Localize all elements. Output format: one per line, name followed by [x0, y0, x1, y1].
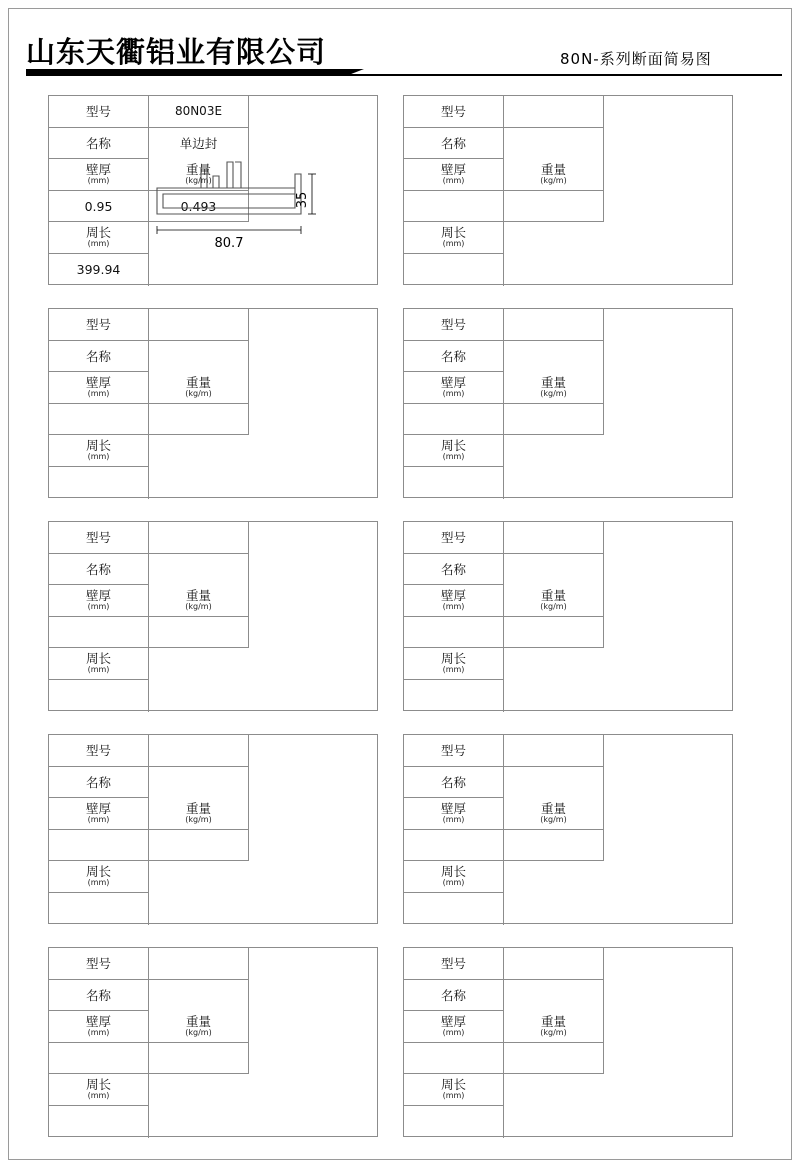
spec-value-perimeter [49, 893, 149, 925]
thickness-unit-text: (mm) [442, 602, 465, 612]
perimeter-label-text: 周长 [85, 225, 111, 241]
spec-table [49, 309, 212, 497]
spec-value-thickness [404, 1043, 504, 1075]
profile-card [48, 521, 378, 711]
thickness-unit-text: (mm) [442, 815, 465, 825]
spec-label-perimeter [49, 861, 149, 893]
perimeter-label-text: 周长 [440, 864, 466, 880]
thickness-label-text: 壁厚 [440, 162, 466, 178]
thickness-unit-text: (mm) [442, 1028, 465, 1038]
weight-unit-text: (kg/m) [540, 389, 567, 399]
weight-label-text: 重量 [540, 162, 566, 178]
profile-card [403, 308, 733, 498]
profile-card-grid [48, 95, 760, 1160]
profile-drawing [504, 735, 732, 923]
card-row [48, 734, 760, 947]
spec-table [49, 948, 212, 1136]
header-rule-thin [346, 74, 782, 76]
profile-drawing [504, 948, 732, 1136]
spec-label-model: 型号 [404, 96, 504, 128]
thickness-label-text: 壁厚 [440, 375, 466, 391]
perimeter-unit-text: (mm) [442, 452, 465, 462]
spec-label-perimeter [49, 222, 149, 254]
card-row [48, 308, 760, 521]
spec-label-name: 名称 [49, 341, 149, 373]
thickness-label-text: 壁厚 [440, 588, 466, 604]
perimeter-label-text: 周长 [85, 864, 111, 880]
perimeter-label-text: 周长 [440, 438, 466, 454]
spec-value-name: 单边封 [149, 128, 249, 160]
spec-value-perimeter [49, 1106, 149, 1138]
spec-label-model: 型号 [404, 735, 504, 767]
spec-table [404, 309, 567, 497]
profile-drawing [149, 309, 377, 497]
spec-value-perimeter [49, 467, 149, 499]
spec-value-thickness [404, 191, 504, 223]
spec-label-name: 名称 [49, 767, 149, 799]
weight-label-text: 重量 [540, 375, 566, 391]
spec-label-model: 型号 [49, 735, 149, 767]
spec-label-name: 名称 [404, 554, 504, 586]
perimeter-label-text: 周长 [85, 651, 111, 667]
perimeter-unit-text: (mm) [87, 665, 110, 675]
spec-value-perimeter: 399.94 [49, 254, 149, 286]
spec-label-perimeter [404, 435, 504, 467]
profile-drawing [149, 522, 377, 710]
spec-value-model: 80N03E [149, 96, 249, 128]
thickness-label-text: 壁厚 [85, 375, 111, 391]
spec-value-perimeter [404, 254, 504, 286]
spec-label-thickness [49, 372, 149, 404]
weight-unit-text: (kg/m) [185, 176, 212, 186]
spec-label-model: 型号 [404, 309, 504, 341]
profile-card [48, 947, 378, 1137]
thickness-label-text: 壁厚 [85, 162, 111, 178]
spec-label-thickness [49, 1011, 149, 1043]
spec-label-model: 型号 [404, 948, 504, 980]
spec-label-name: 名称 [49, 554, 149, 586]
spec-label-thickness [404, 159, 504, 191]
profile-drawing [149, 948, 377, 1136]
perimeter-label-text: 周长 [440, 651, 466, 667]
weight-label-text: 重量 [185, 162, 211, 178]
profile-drawing [149, 96, 377, 284]
spec-label-model: 型号 [404, 522, 504, 554]
spec-label-thickness [404, 798, 504, 830]
spec-label-name: 名称 [49, 128, 149, 160]
spec-label-perimeter [404, 861, 504, 893]
weight-label-text: 重量 [540, 801, 566, 817]
spec-label-perimeter [404, 648, 504, 680]
spec-label-name: 名称 [404, 980, 504, 1012]
spec-value-thickness [404, 404, 504, 436]
perimeter-label-text: 周长 [85, 1077, 111, 1093]
spec-table [404, 522, 567, 710]
thickness-label-text: 壁厚 [85, 1014, 111, 1030]
profile-drawing [504, 522, 732, 710]
thickness-unit-text: (mm) [442, 389, 465, 399]
spec-label-thickness [49, 798, 149, 830]
page-title: 80N-系列断面简易图 [560, 50, 712, 68]
thickness-unit-text: (mm) [87, 389, 110, 399]
weight-unit-text: (kg/m) [540, 602, 567, 612]
header-rule-thick [26, 69, 346, 76]
spec-label-model: 型号 [49, 309, 149, 341]
thickness-label-text: 壁厚 [440, 1014, 466, 1030]
spec-label-perimeter [404, 1074, 504, 1106]
spec-label-perimeter [49, 1074, 149, 1106]
spec-value-perimeter [49, 680, 149, 712]
spec-table [49, 522, 212, 710]
thickness-unit-text: (mm) [87, 176, 110, 186]
spec-label-perimeter [404, 222, 504, 254]
weight-unit-text: (kg/m) [540, 176, 567, 186]
perimeter-unit-text: (mm) [442, 665, 465, 675]
thickness-unit-text: (mm) [87, 1028, 110, 1038]
company-name: 山东天衢铝业有限公司 [26, 35, 327, 69]
weight-unit-text: (kg/m) [185, 815, 212, 825]
perimeter-unit-text: (mm) [87, 452, 110, 462]
spec-value-thickness [49, 617, 149, 649]
spec-label-name: 名称 [404, 341, 504, 373]
profile-card [48, 734, 378, 924]
thickness-unit-text: (mm) [87, 602, 110, 612]
spec-label-model: 型号 [49, 522, 149, 554]
spec-label-thickness [49, 585, 149, 617]
thickness-label-text: 壁厚 [85, 588, 111, 604]
spec-label-thickness [49, 159, 149, 191]
spec-value-perimeter [404, 680, 504, 712]
perimeter-unit-text: (mm) [442, 878, 465, 888]
spec-value-thickness [404, 617, 504, 649]
spec-label-name: 名称 [49, 980, 149, 1012]
profile-card [48, 308, 378, 498]
spec-label-perimeter [49, 435, 149, 467]
perimeter-label-text: 周长 [85, 438, 111, 454]
spec-table [404, 96, 567, 284]
spec-label-name: 名称 [404, 128, 504, 160]
weight-unit-text: (kg/m) [185, 602, 212, 612]
weight-label-text: 重量 [185, 1014, 211, 1030]
spec-label-thickness [404, 585, 504, 617]
spec-table [49, 735, 212, 923]
perimeter-unit-text: (mm) [442, 1091, 465, 1101]
perimeter-unit-text: (mm) [87, 239, 110, 249]
weight-unit-text: (kg/m) [540, 1028, 567, 1038]
profile-card [403, 734, 733, 924]
spec-label-perimeter [49, 648, 149, 680]
weight-label-text: 重量 [185, 375, 211, 391]
spec-label-model: 型号 [49, 948, 149, 980]
spec-value-perimeter [404, 467, 504, 499]
weight-label-text: 重量 [540, 1014, 566, 1030]
profile-drawing [504, 309, 732, 497]
perimeter-unit-text: (mm) [87, 878, 110, 888]
profile-card [403, 95, 733, 285]
spec-label-name: 名称 [404, 767, 504, 799]
spec-value-thickness [404, 830, 504, 862]
spec-value-thickness [49, 1043, 149, 1075]
weight-unit-text: (kg/m) [185, 1028, 212, 1038]
weight-unit-text: (kg/m) [185, 389, 212, 399]
profile-drawing [504, 96, 732, 284]
profile-drawing [149, 735, 377, 923]
weight-label-text: 重量 [540, 588, 566, 604]
spec-table [404, 735, 567, 923]
spec-table [404, 948, 567, 1136]
spec-label-thickness [404, 1011, 504, 1043]
weight-label-text: 重量 [185, 588, 211, 604]
weight-unit-text: (kg/m) [540, 815, 567, 825]
weight-label-text: 重量 [185, 801, 211, 817]
spec-label-model: 型号 [49, 96, 149, 128]
perimeter-unit-text: (mm) [442, 239, 465, 249]
card-row [48, 521, 760, 734]
spec-value-thickness: 0.95 [49, 191, 149, 223]
perimeter-label-text: 周长 [440, 1077, 466, 1093]
spec-value-thickness [49, 404, 149, 436]
dimension-width: 80.7 [214, 236, 244, 251]
dimension-height: 35 [295, 191, 310, 209]
perimeter-unit-text: (mm) [87, 1091, 110, 1101]
profile-card [403, 521, 733, 711]
thickness-label-text: 壁厚 [440, 801, 466, 817]
thickness-unit-text: (mm) [87, 815, 110, 825]
spec-value-thickness [49, 830, 149, 862]
spec-value-perimeter [404, 1106, 504, 1138]
perimeter-label-text: 周长 [440, 225, 466, 241]
spec-value-weight: 0.493 [149, 191, 249, 223]
spec-label-thickness [404, 372, 504, 404]
card-row [48, 947, 760, 1160]
thickness-unit-text: (mm) [442, 176, 465, 186]
profile-card [48, 95, 378, 285]
spec-value-perimeter [404, 893, 504, 925]
profile-card [403, 947, 733, 1137]
thickness-label-text: 壁厚 [85, 801, 111, 817]
card-row [48, 95, 760, 308]
document-header [8, 14, 792, 76]
